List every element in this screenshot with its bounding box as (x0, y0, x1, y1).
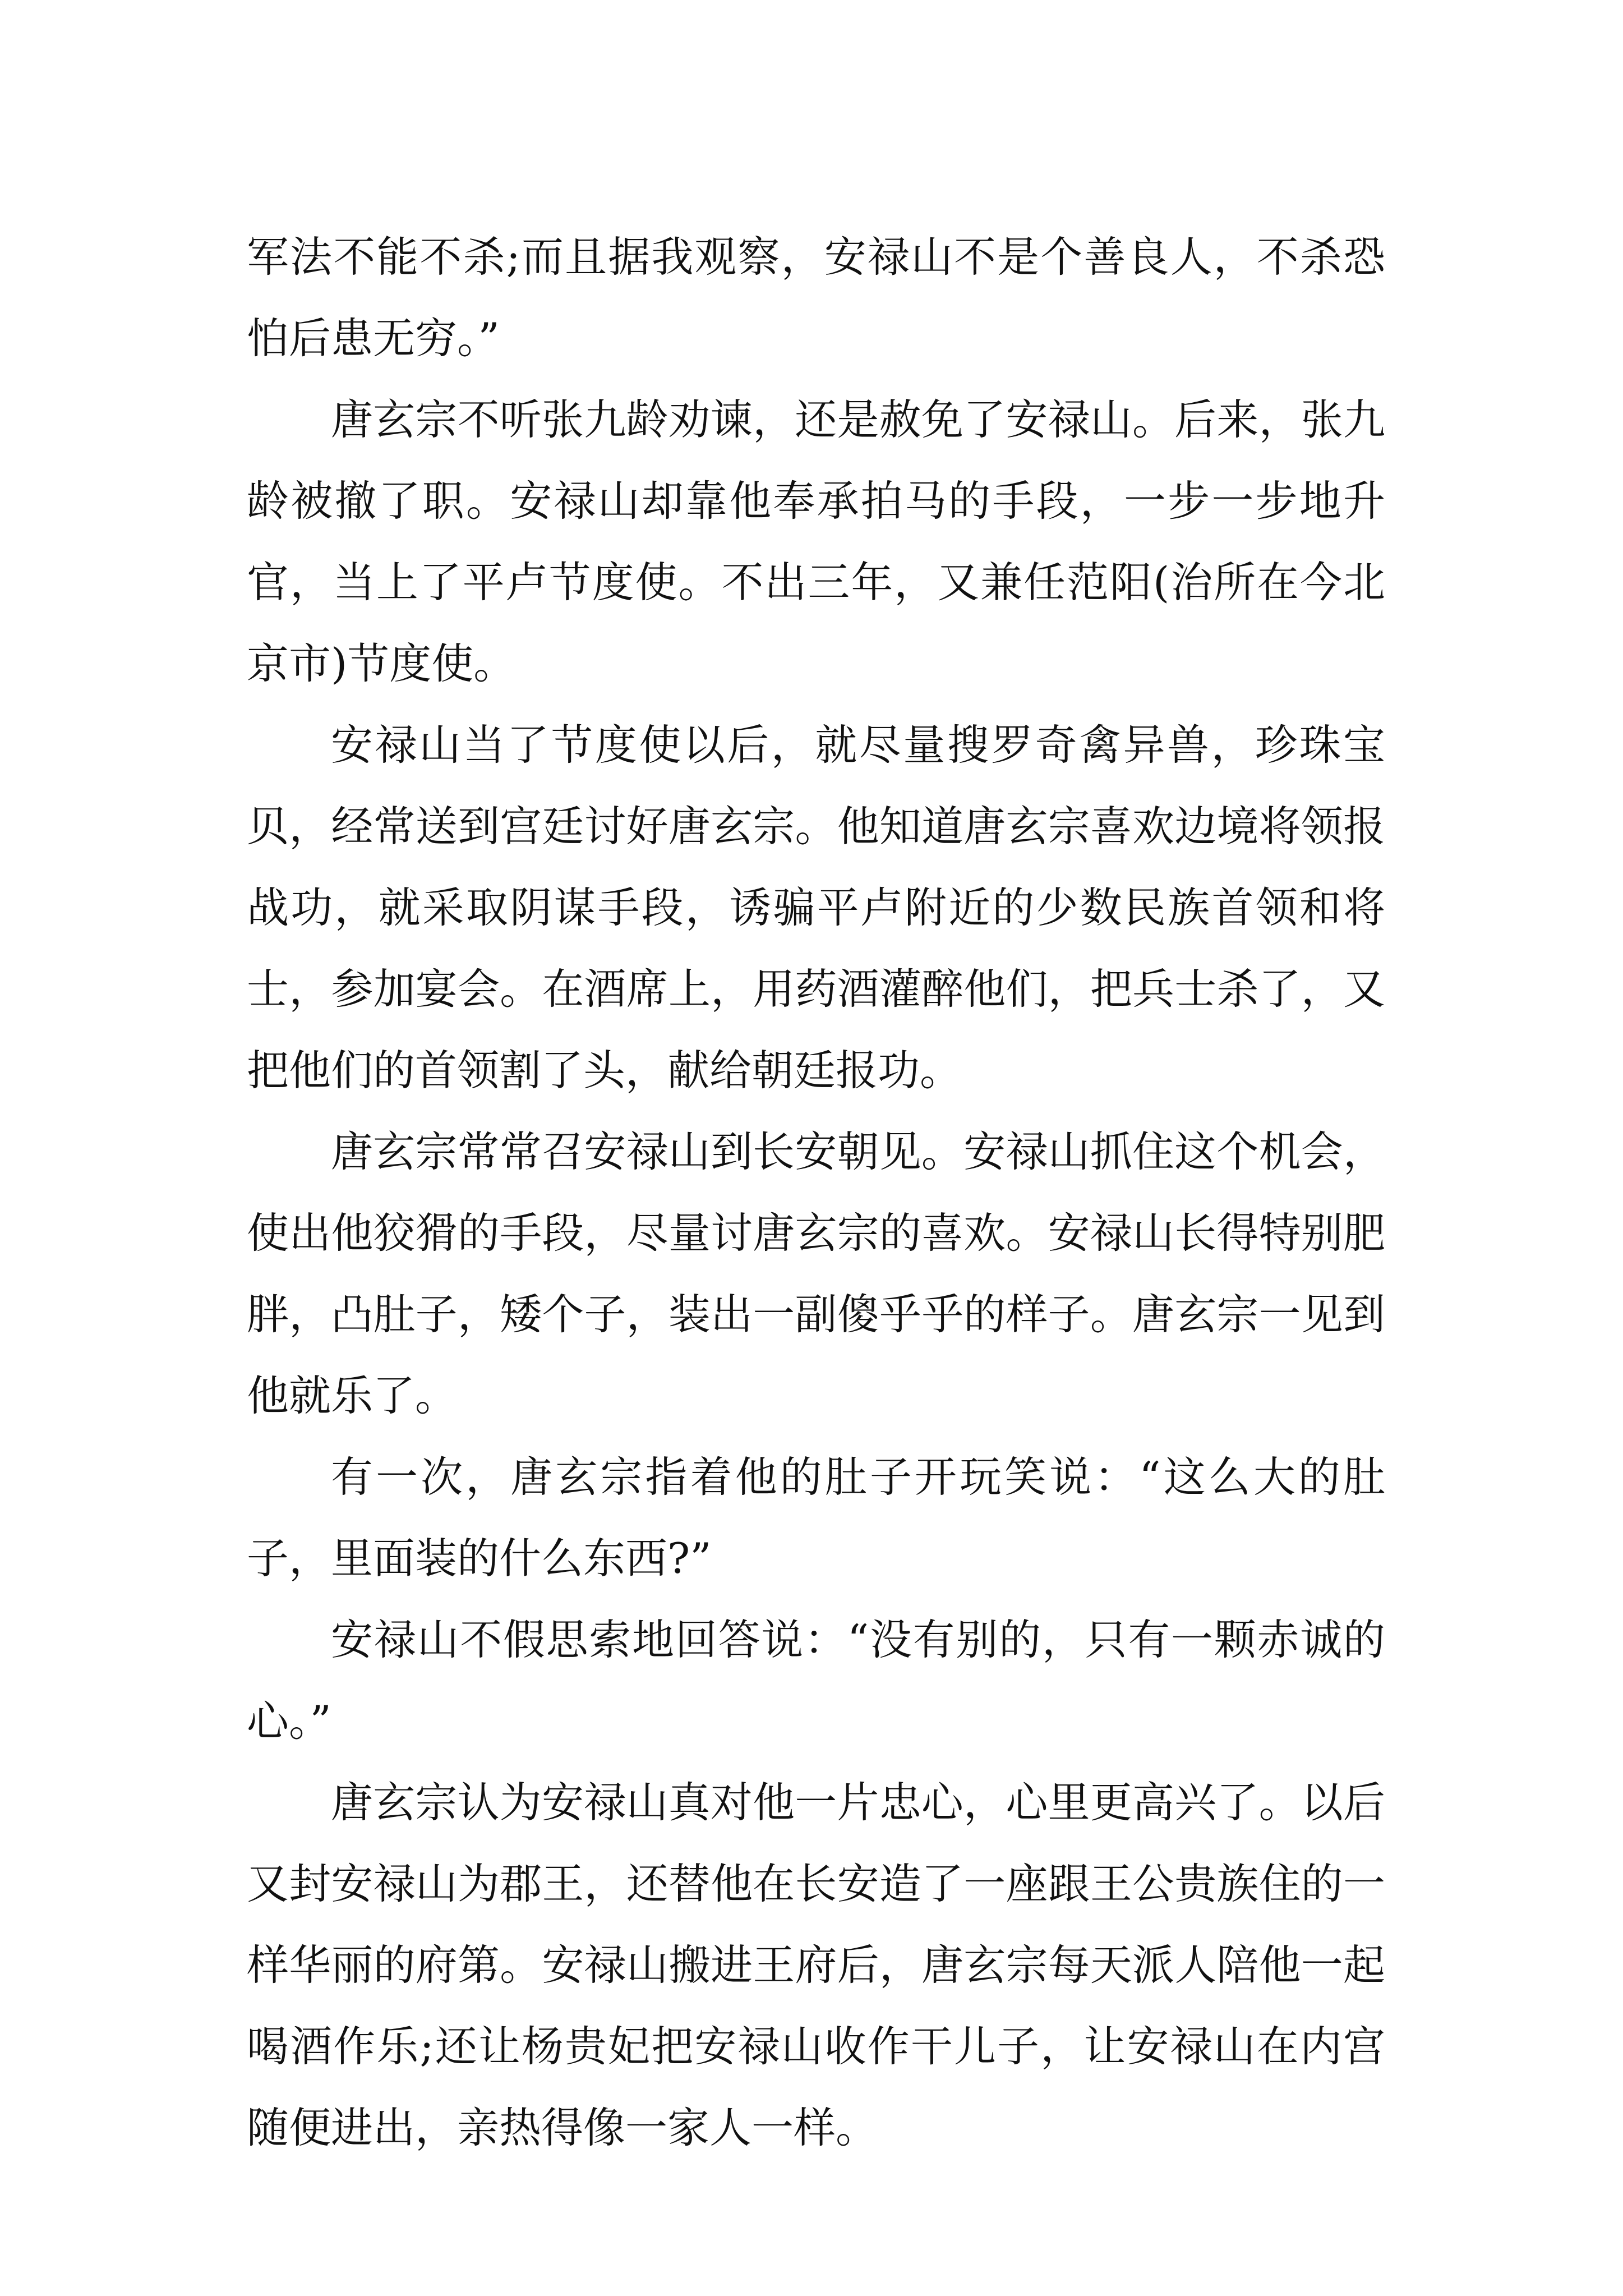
paragraph: 唐玄宗认为安禄山真对他一片忠心，心里更高兴了。以后又封安禄山为郡王，还替他在长安造了一座跟王公贵族住的一样华丽的府第。安禄山搬进王府后，唐玄宗每天派人陪他一起喝酒作乐;还让杨贵妃把安禄山收作干儿子，让安禄山在内宫随便进出，亲热得像一家人一样。 (247, 1778, 1385, 2152)
paragraph: 唐玄宗常常召安禄山到长安朝见。安禄山抓住这个机会，使出他狡猾的手段，尽量讨唐玄宗的喜欢。安禄山长得特别肥胖，凸肚子，矮个子，装出一副傻乎乎的样子。唐玄宗一见到他就乐了。 (247, 1127, 1385, 1420)
paragraph: 安禄山不假思索地回答说：“没有别的，只有一颗赤诚的心。” (247, 1615, 1385, 1746)
paragraph: 唐玄宗不听张九龄劝谏，还是赦免了安禄山。后来，张九龄被撤了职。安禄山却靠他奉承拍马的手段，一步一步地升官，当上了平卢节度使。不出三年，又兼任范阳(治所在今北京市)节度使。 (247, 395, 1385, 688)
paragraph: 安禄山当了节度使以后，就尽量搜罗奇禽异兽，珍珠宝贝，经常送到宫廷讨好唐玄宗。他知道唐玄宗喜欢边境将领报战功，就采取阴谋手段，诱骗平卢附近的少数民族首领和将士，参加宴会。在酒席上，用药酒灌醉他们，把兵士杀了，又把他们的首领割了头，献给朝廷报功。 (247, 720, 1385, 1095)
body-text (247, 217, 1385, 2169)
paragraph: 军法不能不杀;而且据我观察，安禄山不是个善良人，不杀恐怕后患无穷。” (247, 232, 1385, 363)
paragraph: 有一次，唐玄宗指着他的肚子开玩笑说：“这么大的肚子，里面装的什么东西?” (247, 1452, 1385, 1583)
